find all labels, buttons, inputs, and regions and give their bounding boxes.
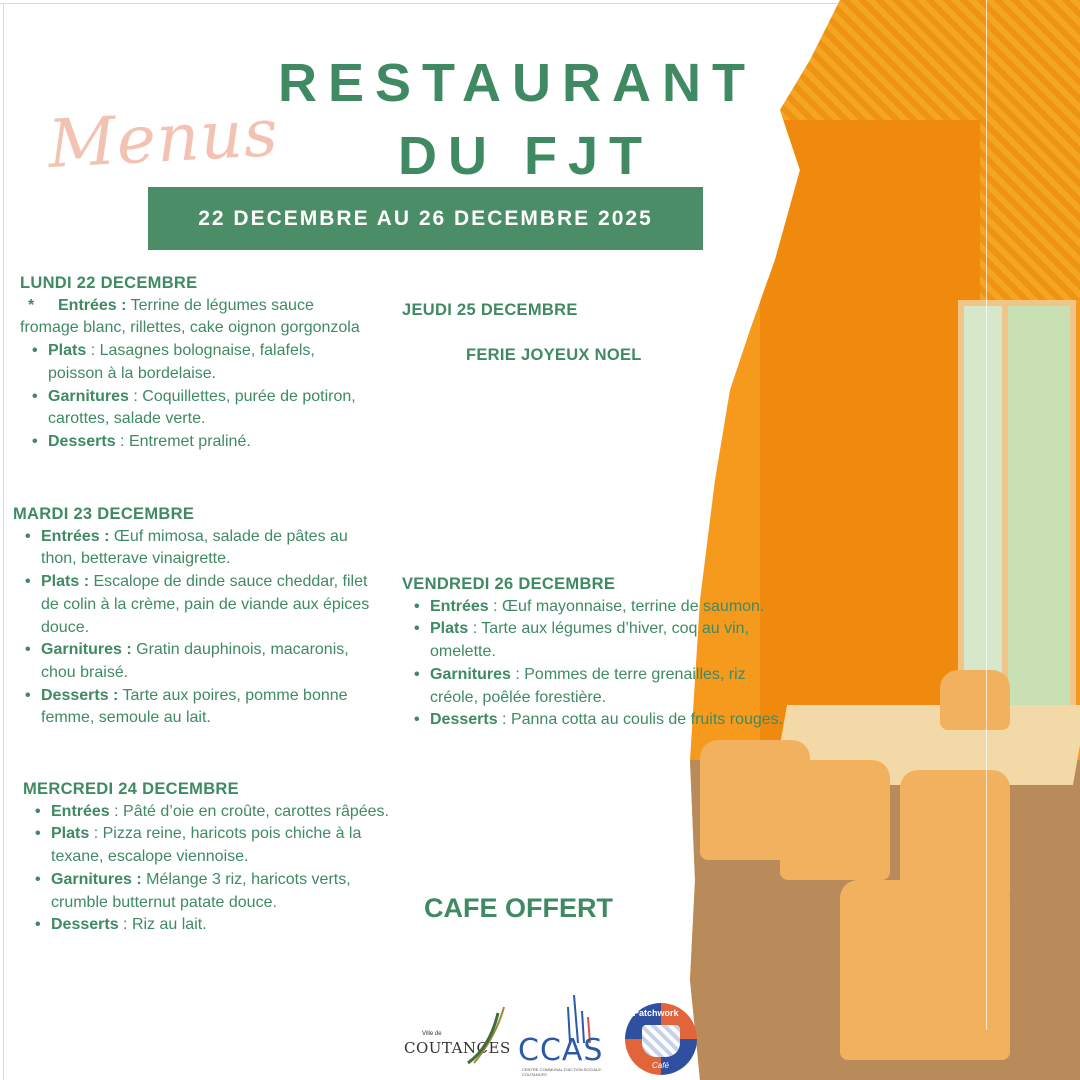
plats-label: Plats <box>430 620 469 638</box>
menu-desserts <box>20 431 360 454</box>
entrees-text: Terrine de légumes sauce fromage blanc, rillettes, cake oignon gorgonzola <box>20 296 360 337</box>
day-lundi <box>20 272 360 454</box>
day-title: VENDREDI 26 DECEMBRE <box>402 575 616 593</box>
garnitures-label: Garnitures : <box>41 641 132 659</box>
day-jeudi <box>402 299 702 322</box>
menu-entrees <box>20 295 360 340</box>
garnitures-text: Mélange 3 riz, haricots verts, crumble butternut patate douce. <box>51 870 351 911</box>
day-title: MARDI 23 DECEMBRE <box>13 505 195 523</box>
entrees-text: : Pâté d’oie en croûte, carottes râpées. <box>109 802 389 820</box>
entrees-label: Entrées : <box>41 527 110 545</box>
date-range-banner <box>148 187 703 250</box>
restaurant-title-line1: RESTAURANT <box>278 53 756 113</box>
day-vendredi <box>402 573 792 732</box>
menu-entrees <box>402 596 792 619</box>
top-border-line <box>0 3 840 4</box>
plats-text: Escalope de dinde sauce cheddar, filet de colin à la crème, pain de viande aux épices douce. <box>41 573 370 636</box>
menu-plats <box>13 571 383 639</box>
garnitures-label: Garnitures <box>48 387 129 405</box>
entrees-text: Œuf mimosa, salade de pâtes au thon, betterave vinaigrette. <box>41 527 348 568</box>
menu-entrees <box>13 526 383 571</box>
garnitures-label: Garnitures <box>430 665 511 683</box>
entrees-label: Entrées <box>430 597 489 615</box>
desserts-label: Desserts : <box>41 686 119 704</box>
garnitures-label: Garnitures : <box>51 870 142 888</box>
plats-label: Plats : <box>41 573 90 591</box>
plats-text: : Lasagnes bolognaise, falafels, poisson à la bordelaise. <box>48 342 315 382</box>
menu-desserts <box>23 914 393 937</box>
date-range-text: 22 DECEMBRE AU 26 DECEMBRE 2025 <box>198 206 653 230</box>
entrees-label: Entrées : <box>58 296 127 314</box>
menus-script-title: Menus <box>46 94 281 183</box>
plats-label: Plats <box>48 342 87 360</box>
star-bullet: * <box>28 296 35 314</box>
entrees-label: Entrées <box>51 802 110 820</box>
photo-chair <box>940 670 1010 730</box>
photo-wall <box>760 120 980 740</box>
menu-desserts <box>402 709 792 732</box>
ccas-logo-text: CCAS <box>518 1033 604 1068</box>
restaurant-photo <box>640 0 1080 1080</box>
menu-entrees <box>23 801 393 824</box>
day-mercredi <box>23 778 393 937</box>
coutances-logo-small-text: Ville de <box>422 1031 442 1037</box>
patchwork-cafe-logo <box>625 1003 697 1075</box>
menu-garnitures <box>402 664 792 709</box>
menu-desserts <box>13 685 383 730</box>
garnitures-text: : Coquillettes, purée de potiron, carottes, salade verte. <box>48 387 356 428</box>
menu-plats <box>23 823 393 868</box>
menu-garnitures <box>13 639 383 684</box>
coutances-logo-text: COUTANCES <box>404 1039 511 1057</box>
frame-line <box>986 0 987 1030</box>
plats-label: Plats <box>51 825 90 843</box>
desserts-label: Desserts <box>48 432 116 450</box>
ccas-logo-subtext: CENTRE COMMUNAL D'ACTION SOCIALE · COUTANCES <box>522 1067 604 1077</box>
photo-chair <box>780 760 890 880</box>
cafe-offert: CAFE OFFERT <box>424 893 613 923</box>
day-mardi <box>13 503 383 730</box>
ferie-notice: FERIE JOYEUX NOEL <box>466 346 642 364</box>
menu-garnitures <box>20 386 360 431</box>
patchwork-logo-cafe-text: Café <box>652 1061 669 1070</box>
desserts-text: Tarte aux poires, pomme bonne femme, semoule au lait. <box>41 686 348 727</box>
desserts-label: Desserts <box>51 916 119 934</box>
plats-text: : Pizza reine, haricots pois chiche à la texane, escalope viennoise. <box>51 825 362 866</box>
garnitures-text: : Pommes de terre grenailles, riz créole, poêlée forestière. <box>430 665 746 706</box>
patchwork-logo-text: Patchwork <box>633 1008 679 1018</box>
menu-garnitures <box>23 869 393 914</box>
desserts-text: : Riz au lait. <box>118 916 207 934</box>
coutances-logo <box>402 1005 517 1075</box>
menu-plats <box>402 618 792 663</box>
desserts-label: Desserts <box>430 711 498 729</box>
left-border-line <box>3 3 4 1080</box>
photo-window <box>1002 300 1076 732</box>
partner-logos <box>400 995 700 1080</box>
day-title: JEUDI 25 DECEMBRE <box>402 301 578 319</box>
ccas-logo <box>516 995 616 1080</box>
desserts-text: : Entremet praliné. <box>115 432 251 450</box>
day-title: LUNDI 22 DECEMBRE <box>20 274 198 292</box>
garnitures-text: Gratin dauphinois, macaronis, chou braisé. <box>41 641 349 681</box>
coutances-swoosh-icon <box>464 1005 514 1065</box>
coffee-cup-icon <box>642 1025 680 1057</box>
photo-chair <box>840 880 1010 1060</box>
desserts-text: : Panna cotta au coulis de fruits rouges. <box>497 711 784 729</box>
day-title: MERCREDI 24 DECEMBRE <box>23 780 239 798</box>
menu-plats <box>20 340 360 385</box>
plats-text: : Tarte aux légumes d’hiver, coq au vin, omelette. <box>430 620 749 661</box>
entrees-text: : Œuf mayonnaise, terrine de saumon. <box>488 597 765 615</box>
restaurant-title-line2: DU FJT <box>398 126 653 186</box>
